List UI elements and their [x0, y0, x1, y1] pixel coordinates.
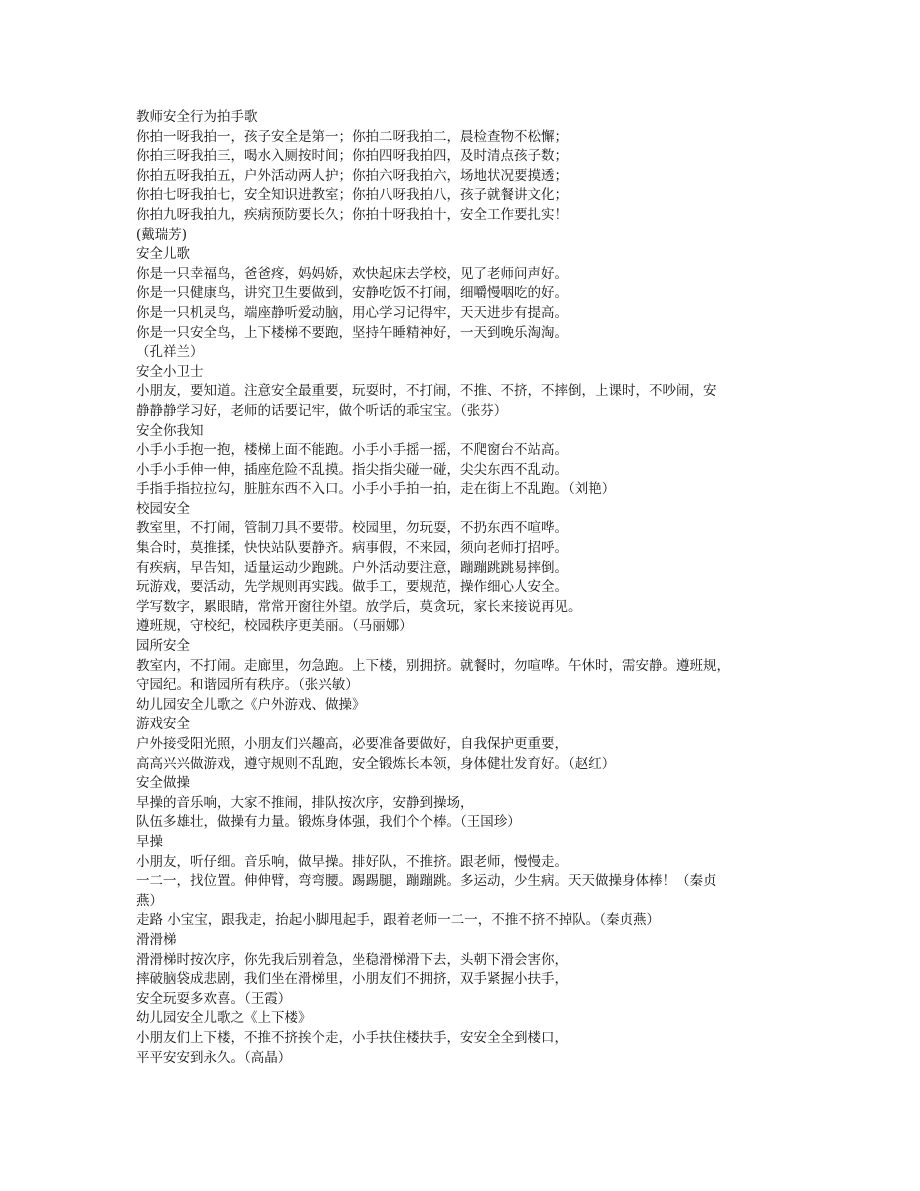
- text-line: 早操的音乐响，大家不推闹，排队按次序，安静到操场，: [136, 794, 474, 811]
- text-line: 安全做操: [136, 775, 190, 792]
- text-line: 玩游戏，要活动，先学规则再实践。做手工，要规范，操作细心人安全。: [136, 579, 568, 596]
- text-line: 小朋友，听仔细。音乐响，做早操。排好队，不推挤。跟老师，慢慢走。: [136, 853, 568, 870]
- text-line: 幼儿园安全儿歌之《户外游戏、做操》: [136, 696, 366, 713]
- text-line: 安全你我知: [136, 422, 204, 439]
- text-line: 学写数字，累眼睛，常常开窗往外望。放学后，莫贪玩，家长来接说再见。: [136, 598, 582, 615]
- text-line: 安全小卫士: [136, 363, 204, 380]
- text-line: 幼儿园安全儿歌之《上下楼》: [136, 1010, 312, 1027]
- text-line: 队伍多雄壮，做操有力量。锻炼身体强，我们个个棒。（王国珍）: [136, 814, 521, 831]
- text-line: 你是一只健康鸟，讲究卫生要做到，安静吃饭不打闹，细嚼慢咽吃的好。: [136, 285, 568, 302]
- text-line: 静静静学习好，老师的话要记牢，做个听话的乖宝宝。（张芬）: [136, 402, 508, 419]
- text-line: 遵班规，守校纪，校园秩序更美丽。（马丽娜）: [136, 618, 413, 635]
- text-line: 滑滑梯时按次序，你先我后别着急，坐稳滑梯滑下去，头朝下滑会害你，: [136, 951, 568, 968]
- text-line: 守园纪。和谐园所有秩序。（张兴敏）: [136, 677, 359, 694]
- text-line: 摔破脑袋成悲剧，我们坐在滑梯里，小朋友们不拥挤，双手紧握小扶手，: [136, 971, 568, 988]
- text-line: 燕）: [136, 892, 163, 909]
- text-line: 集合时，莫推揉，快快站队要静齐。病事假，不来园，须向老师打招呼。: [136, 540, 568, 557]
- text-line: 教室里，不打闹，管制刀具不要带。校园里，勿玩耍，不扔东西不喧哗。: [136, 520, 568, 537]
- text-line: （孔祥兰）: [136, 344, 204, 361]
- text-line: 游戏安全: [136, 716, 190, 733]
- text-line: 你是一只机灵鸟，端座静听爱动脑，用心学习记得牢，天天进步有提高。: [136, 304, 568, 321]
- text-line: 小朋友们上下楼，不推不挤挨个走，小手扶住楼扶手，安安全全到楼口，: [136, 1029, 568, 1046]
- text-line: 校园安全: [136, 500, 190, 517]
- text-line: 安全儿歌: [136, 246, 190, 263]
- text-line: 你拍三呀我拍三，喝水入厕按时间；你拍四呀我拍四，及时清点孩子数；: [136, 148, 568, 165]
- text-line: 小手小手抱一抱，楼梯上面不能跑。小手小手摇一摇，不爬窗台不站高。: [136, 442, 568, 459]
- text-line: 教师安全行为拍手歌: [136, 109, 258, 125]
- text-line: 走路 小宝宝，跟我走，抬起小脚甩起手，跟着老师一二一，不推不挤不掉队。（秦贞燕）: [136, 912, 661, 929]
- text-line: 你拍七呀我拍七，安全知识进教室；你拍八呀我拍八，孩子就餐讲文化；: [136, 187, 568, 204]
- text-line: 高高兴兴做游戏，遵守规则不乱跑，安全锻炼长本领，身体健壮发育好。（赵红）: [136, 755, 616, 772]
- text-line: 滑滑梯: [136, 931, 177, 948]
- text-line: 手指手指拉拉勾，脏脏东西不入口。小手小手拍一拍，走在街上不乱跑。（刘艳）: [136, 481, 616, 498]
- text-line: 户外接受阳光照，小朋友们兴趣高，必要准备要做好，自我保护更重要，: [136, 736, 568, 752]
- text-line: 你拍一呀我拍一，孩子安全是第一；你拍二呀我拍二，晨检查物不松懈；: [136, 128, 568, 145]
- text-line: 教室内，不打闹。走廊里，勿急跑。上下楼，别拥挤。就餐时，勿喧哗。午休时，需安静。遵班规，: [136, 657, 730, 674]
- text-line: (戴瑞芳): [136, 226, 188, 243]
- text-line: 平平安安到永久。（高晶）: [136, 1049, 292, 1066]
- text-line: 安全玩耍多欢喜。（王霞）: [136, 990, 292, 1007]
- text-line: 你拍九呀我拍九，疾病预防要长久；你拍十呀我拍十，安全工作要扎实！: [136, 206, 568, 223]
- text-line: 你是一只安全鸟，上下楼梯不要跑，坚持午睡精神好，一天到晚乐淘淘。: [136, 324, 568, 341]
- text-line: 小朋友，要知道。注意安全最重要，玩耍时，不打闹，不推、不挤，不摔倒，上课时，不吵闹，安: [136, 383, 717, 400]
- text-line: 园所安全: [136, 638, 190, 655]
- text-line: 早操: [136, 833, 163, 850]
- document-body: [136, 108, 796, 1068]
- text-line: 一二一，找位置。伸伸臂，弯弯腰。踢踢腿，蹦蹦跳。多运动，少生病。天天做操身体棒！（秦贞: [136, 873, 717, 890]
- text-line: 你拍五呀我拍五，户外活动两人护；你拍六呀我拍六，场地状况要摸透；: [136, 167, 568, 184]
- text-line: 小手小手伸一伸，插座危险不乱摸。指尖指尖碰一碰，尖尖东西不乱动。: [136, 461, 568, 478]
- text-line: 你是一只幸福鸟，爸爸疼，妈妈娇，欢快起床去学校，见了老师问声好。: [136, 265, 568, 282]
- text-line: 有疾病，早告知，适量运动少跑跳。户外活动要注意，蹦蹦跳跳易摔倒。: [136, 559, 568, 576]
